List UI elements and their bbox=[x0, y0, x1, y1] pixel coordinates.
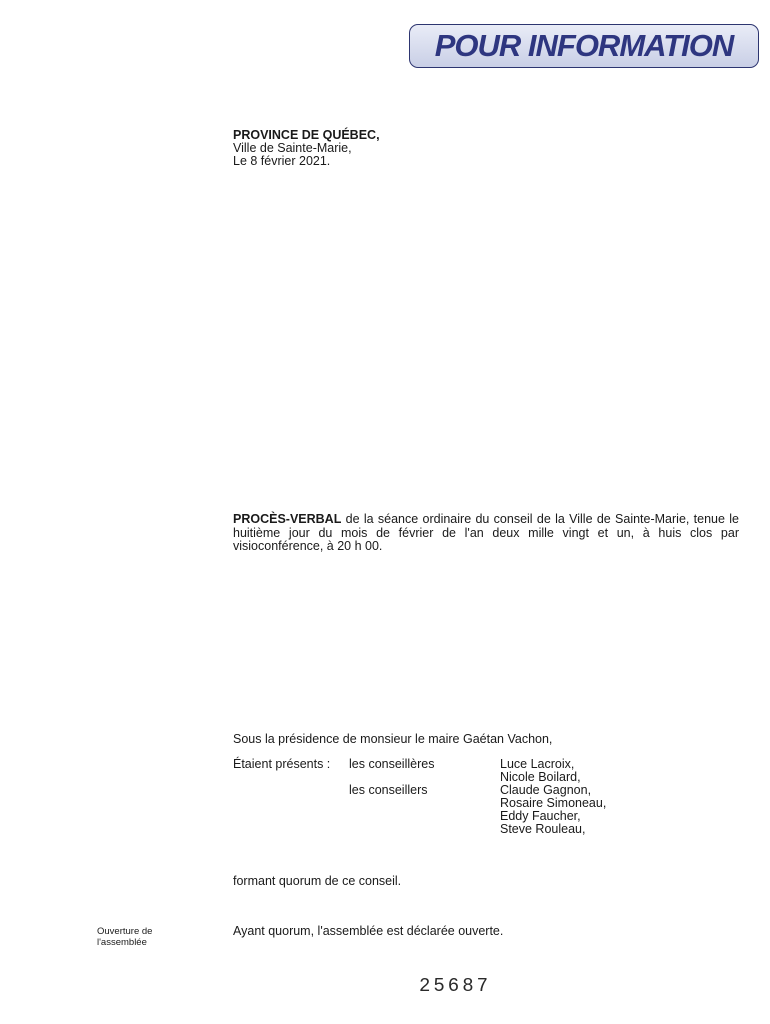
proces-verbal-paragraph bbox=[233, 513, 739, 554]
member-name: Eddy Faucher, bbox=[500, 809, 581, 823]
margin-note-line: Ouverture de bbox=[97, 926, 153, 937]
presents-label: Étaient présents : bbox=[233, 757, 331, 771]
member-name: Luce Lacroix, bbox=[500, 757, 575, 771]
stamp-text: POUR INFORMATION bbox=[434, 28, 734, 63]
member-name: Nicole Boilard, bbox=[500, 770, 581, 784]
member-name: Rosaire Simoneau, bbox=[500, 796, 607, 810]
header-ville: Ville de Sainte-Marie, bbox=[233, 141, 352, 155]
group-conseilleres-title: les conseillères bbox=[349, 757, 435, 771]
header-date: Le 8 février 2021. bbox=[233, 154, 331, 168]
pour-information-stamp bbox=[409, 24, 759, 68]
proces-verbal-text: de la séance ordinaire du conseil de la Ville de Sainte-Marie, tenue le huitième jour du mois de février de l'an deux mille vingt et un, à huis clos par visioconférence, à 20 h 00. bbox=[233, 512, 739, 553]
group-conseillers-title: les conseillers bbox=[349, 783, 428, 797]
presidence-line: Sous la présidence de monsieur le maire Gaétan Vachon, bbox=[233, 732, 553, 746]
member-name: Claude Gagnon, bbox=[500, 783, 592, 797]
quorum-line: formant quorum de ce conseil. bbox=[233, 874, 402, 888]
header-province: PROVINCE DE QUÉBEC, bbox=[233, 128, 380, 142]
margin-note-ouverture bbox=[97, 926, 152, 948]
ouverture-line: Ayant quorum, l'assemblée est déclarée ouverte. bbox=[233, 924, 504, 938]
proces-verbal-lead: PROCÈS-VERBAL bbox=[233, 512, 342, 526]
page-number: 25687 bbox=[419, 975, 492, 997]
margin-note-line: l'assemblée bbox=[97, 937, 147, 948]
member-name: Steve Rouleau, bbox=[500, 822, 586, 836]
